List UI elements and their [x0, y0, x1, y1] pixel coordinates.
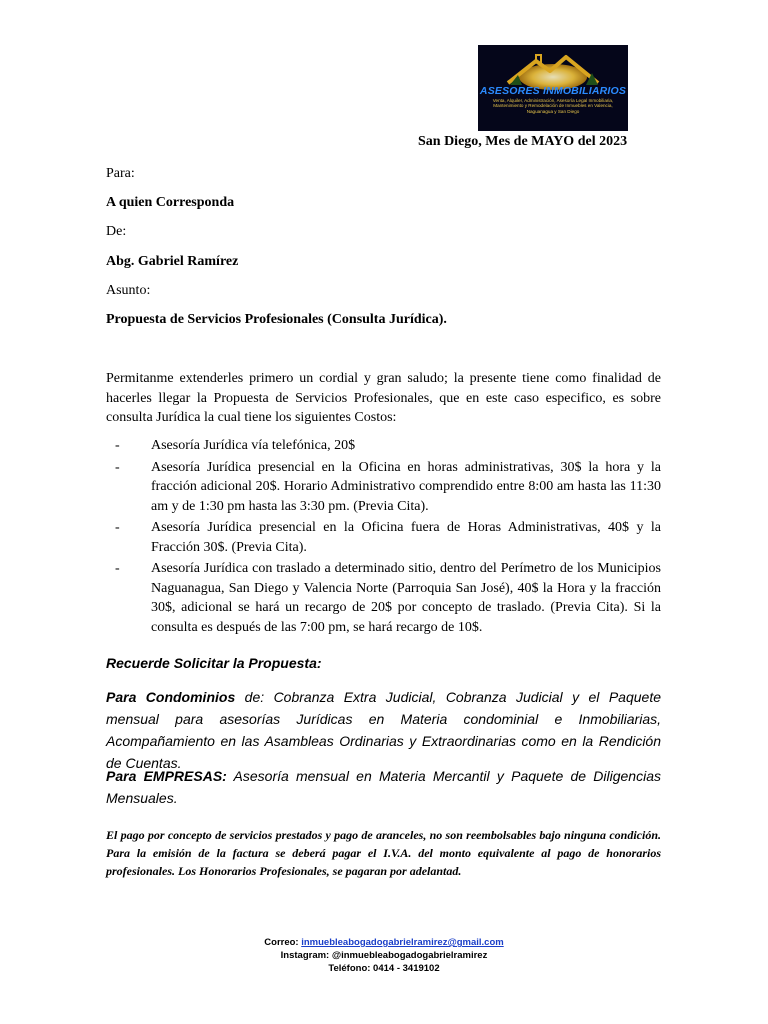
footer-contact: [0, 936, 768, 975]
logo-title: ASESORES INMOBILIARIOS: [479, 85, 627, 97]
email-link[interactable]: inmuebleabogadogabrielramirez@gmail.com: [301, 937, 504, 948]
footer-email-line: [0, 936, 768, 949]
email-label: Correo:: [264, 937, 302, 948]
condominios-label: Para Condominios: [106, 689, 236, 705]
date-line: San Diego, Mes de MAYO del 2023: [418, 134, 628, 149]
cost-item: - Asesoría Jurídica presencial en la Oficina fuera de Horas Administrativas, 40$ y la Fracción 30$. (Previa Cita).: [115, 520, 661, 555]
company-logo: [478, 45, 628, 131]
cost-item: - Asesoría Jurídica vía telefónica, 20$: [115, 438, 356, 453]
empresas-section: [106, 765, 661, 809]
cost-item-text: Asesoría Jurídica presencial en la Oficina fuera de Horas Administrativas, 40$ y la Fracción 30$. (Previa Cita).: [151, 520, 661, 555]
payment-note: El pago por concepto de servicios prestados y pago de aranceles, no son reembolsables bajo ninguna condición. Para la emisión de la factura se deberá pagar el I.V.A. del monto equivalente al pago de honorarios profesionales. Los Honorarios Profesionales, se pagaran por adelantad.: [106, 828, 661, 878]
cost-item-text: Asesoría Jurídica con traslado a determinado sitio, dentro del Perímetro de los Municipios Naguanagua, San Diego y Valencia Norte (Parroquia San José), 40$ la Hora y la fracción 30$, adicional se hará un recargo de 20$ por concepto de traslado. (Previa Cita). Si la consulta es después de las 7:00 pm, se hará recargo de 10$.: [151, 561, 661, 635]
para-value: A quien Corresponda: [106, 195, 235, 210]
costs-list: [106, 436, 661, 639]
cost-item-text: Asesoría Jurídica presencial en la Oficina en horas administrativas, 30$ la hora y la fracción adicional 20$. Horario Administrativo comprendido entre 8:00 am hasta las 11:30 am y de 1:30 pm hasta las 3:30 pm. (Previa Cita).: [151, 459, 661, 514]
empresas-text: Asesoría mensual en Materia Mercantil y Paquete de Diligencias Mensuales.: [106, 768, 661, 806]
asunto-label: Asunto:: [106, 283, 151, 298]
de-label: De:: [106, 224, 127, 239]
cost-item-text: Asesoría Jurídica vía telefónica, 20$: [151, 438, 356, 453]
de-value: Abg. Gabriel Ramírez: [106, 254, 239, 269]
intro-paragraph: Permitanme extenderles primero un cordial y gran saludo; la presente tiene como finalidad de hacerles llegar la Propuesta de Servicios Profesionales, que en este caso especifico, es sobre consulta Jurídica la cual tiene los siguientes Costos:: [106, 371, 661, 425]
logo-subtitle: Venta, Alquiler, Administración, Asesoría Legal Inmobiliaria, Mantenimiento y Remodelación de Inmuebles en Valencia, Naguanagua y San Diego: [492, 98, 614, 114]
cost-item: - Asesoría Jurídica presencial en la Oficina en horas administrativas, 30$ la hora y la fracción adicional 20$. Horario Administrativo comprendido entre 8:00 am hasta las 11:30 am y de 1:30 pm hasta las 3:30 pm. (Previa Cita).: [115, 459, 661, 514]
footer-instagram: Instagram: @inmuebleabogadogabrielramirez: [280, 950, 488, 961]
condominios-section: [106, 686, 661, 774]
asunto-value: Propuesta de Servicios Profesionales (Consulta Jurídica).: [106, 312, 447, 327]
empresas-label: Para EMPRESAS:: [106, 768, 227, 784]
cost-item: - Asesoría Jurídica con traslado a determinado sitio, dentro del Perímetro de los Municipios Naguanagua, San Diego y Valencia Norte (Parroquia San José), 40$ la Hora y la fracción 30$, adicional se hará un recargo de 20$ por concepto de traslado. (Previa Cita). Si la consulta es después de las 7:00 pm, se hará recargo de 10$.: [115, 561, 661, 635]
condominios-text: de: Cobranza Extra Judicial, Cobranza Judicial y el Paquete mensual para asesorías Jurídicas en Materia condominial e Inmobiliarias, Acompañamiento en las Asambleas Ordinarias y Extraordinarias como en la Rendición de Cuentas.: [106, 689, 662, 771]
footer-phone: Teléfono: 0414 - 3419102: [328, 963, 440, 974]
recuerde-heading: Recuerde Solicitar la Propuesta:: [106, 655, 322, 671]
para-label: Para:: [106, 166, 135, 181]
